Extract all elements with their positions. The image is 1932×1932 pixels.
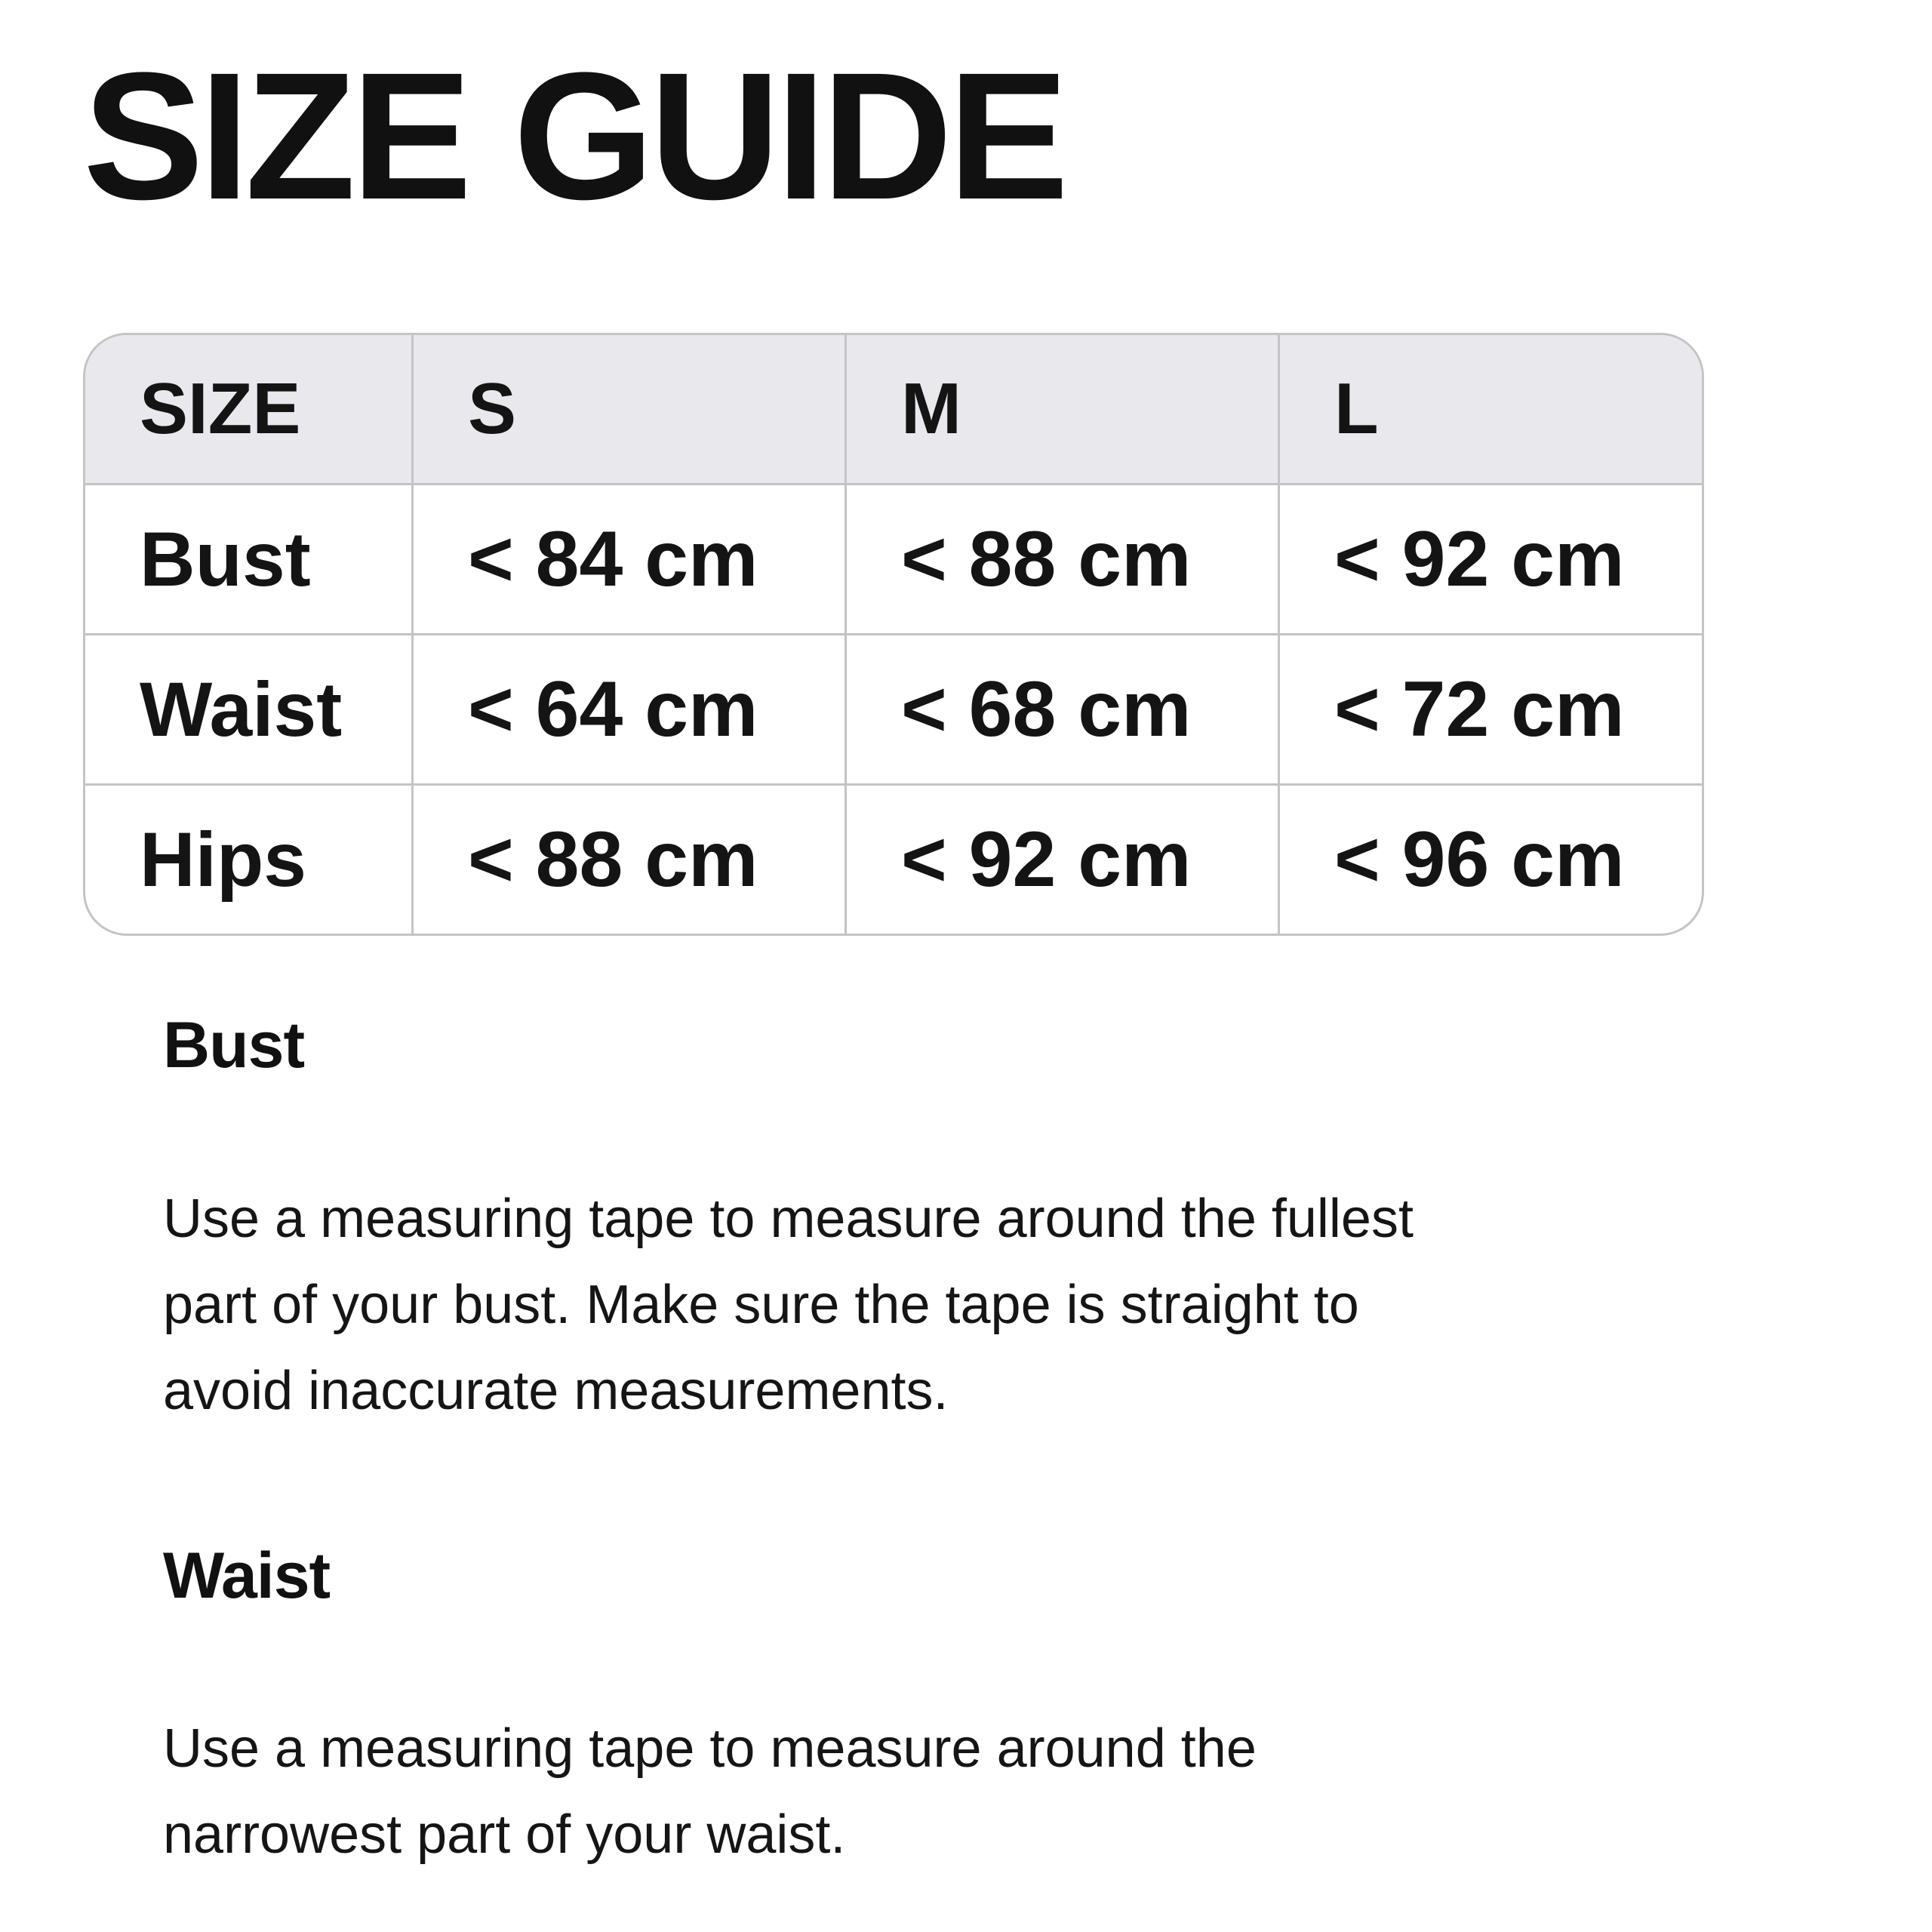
table-cell: < 84 cm: [411, 485, 844, 633]
row-label: Bust: [140, 515, 311, 602]
section-text-waist: Use a measuring tape to measure around the narrowest part of your waist.: [163, 1718, 1257, 1865]
table-cell: < 92 cm: [1278, 485, 1702, 633]
section-heading-waist: Waist: [163, 1540, 331, 1612]
row-label: Hips: [140, 816, 307, 903]
table-cell: < 92 cm: [844, 786, 1278, 934]
section-heading-bust: Bust: [163, 1009, 305, 1081]
table-header-row: [85, 335, 1702, 483]
size-table: [83, 333, 1704, 936]
table-header-size: SIZE: [140, 368, 301, 449]
table-header-m: M: [844, 335, 1278, 483]
table-cell: < 88 cm: [411, 786, 844, 934]
table-header-s: S: [411, 335, 844, 483]
table-cell: < 64 cm: [411, 635, 844, 783]
table-cell: < 68 cm: [844, 635, 1278, 783]
table-cell: < 96 cm: [1278, 786, 1702, 934]
section-text-bust: Use a measuring tape to measure around the fullest part of your bust. Make sure the tape is straight to avoid inaccurate measurements.: [163, 1189, 1414, 1421]
table-cell: < 88 cm: [844, 485, 1278, 633]
table-cell: < 72 cm: [1278, 635, 1702, 783]
table-header-l: L: [1278, 335, 1702, 483]
table-row-bust: [85, 483, 1702, 633]
row-label: Waist: [140, 666, 343, 752]
page-title: SIZE GUIDE: [83, 35, 1065, 237]
table-row-hips: [85, 783, 1702, 934]
table-row-waist: [85, 633, 1702, 783]
